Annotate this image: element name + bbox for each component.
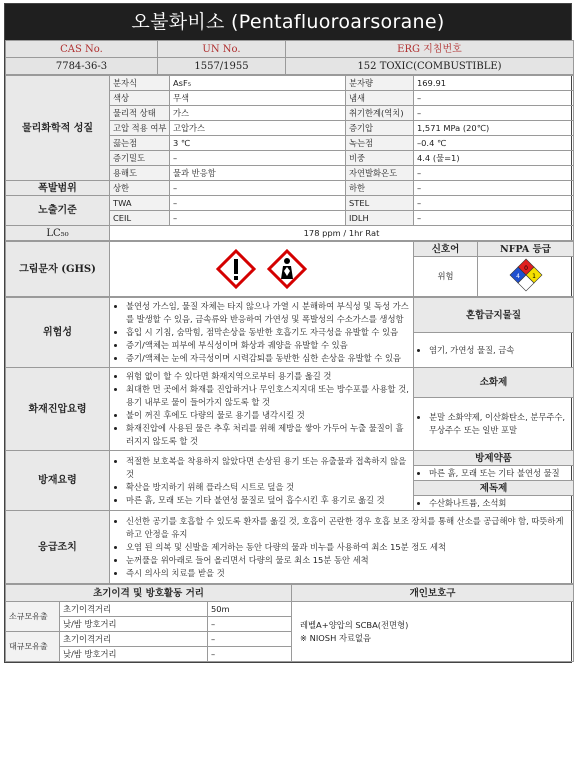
- prop-key: STEL: [346, 196, 414, 211]
- id-table: [5, 40, 574, 75]
- absorbent-label: 방제약품: [414, 451, 574, 466]
- prop-key: IDLH: [346, 211, 414, 226]
- list-item: • 증기/액체는 눈에 자극성이며 시력감퇴를 동반한 심한 손상을 유발할 수 있음: [126, 352, 409, 365]
- hazard-section: 위험성: [6, 298, 110, 368]
- neutralizer-cell: [414, 496, 574, 511]
- small-protection-value: –: [208, 617, 292, 632]
- prop-value: –: [414, 181, 574, 196]
- list-item: • 마른 흙, 모래 또는 기타 불연성 물질: [429, 467, 570, 480]
- prop-key: 분자식: [110, 76, 170, 91]
- protection-label: 낮/밤 방호거리: [60, 617, 208, 632]
- nfpa-cell: [478, 257, 574, 297]
- list-item: • 눈꺼풀을 위아래로 들어 올리면서 다량의 물로 최소 15분 동안 세척: [126, 554, 569, 567]
- msds-sheet: [4, 3, 572, 663]
- distance-table: [5, 584, 574, 662]
- prop-key: 증기압: [346, 121, 414, 136]
- prop-key: 끓는점: [110, 136, 170, 151]
- ppe-section: 개인보호구: [292, 585, 574, 602]
- fire-section: 화재진압요령: [6, 368, 110, 451]
- prop-key: 녹는점: [346, 136, 414, 151]
- un-number: 1557/1955: [158, 58, 286, 75]
- erg-label: ERG 지침번호: [286, 41, 574, 58]
- list-item: • 확산을 방지하기 위해 플라스틱 시트로 덮을 것: [126, 481, 409, 494]
- list-item: • 증기/액체는 피부에 부식성이며 화상과 궤양을 유발할 수 있음: [126, 339, 409, 352]
- spill-section: 방재요령: [6, 451, 110, 511]
- ghs-table: [5, 241, 574, 297]
- erg-number: 152 TOXIC(COMBUSTIBLE): [286, 58, 574, 75]
- prop-value: 1,571 MPa (20℃): [414, 121, 574, 136]
- list-item: • 마른 흙, 모래 또는 기타 불연성 물질로 덮어 흡수시킨 후 용기로 옮길 것: [126, 494, 409, 507]
- prop-value: –: [414, 196, 574, 211]
- list-item: • 최대한 먼 곳에서 화재를 진압하거나 무인호스지지대 또는 방수포를 사용할 것, 용기 내부로 물이 들어가지 않도록 할 것: [126, 383, 409, 409]
- spill-list: [110, 451, 414, 511]
- fire-list: [110, 368, 414, 451]
- physchem-section: 물리화학적 성질: [6, 76, 110, 181]
- prop-key: TWA: [110, 196, 170, 211]
- prop-value: 가스: [170, 106, 346, 121]
- prop-key: 증기밀도: [110, 151, 170, 166]
- prop-key: CEIL: [110, 211, 170, 226]
- large-protection-value: –: [208, 647, 292, 662]
- large-spill-label: 대규모유출: [6, 632, 60, 662]
- hazard-list: [110, 298, 414, 368]
- list-item: • 불이 꺼진 후에도 다량의 물로 용기를 냉각시킬 것: [126, 409, 409, 422]
- prop-value: 3 ℃: [170, 136, 346, 151]
- list-item: • 즉시 의사의 치료를 받을 것: [126, 567, 569, 580]
- list-item: • 화재진압에 사용된 물은 추후 처리를 위해 제방을 쌓아 가두어 누출 물질이 흘러지지 않도록 할 것: [126, 422, 409, 448]
- list-item: • 위험 없이 할 수 있다면 화재지역으로부터 용기를 옮길 것: [126, 370, 409, 383]
- extinguisher-label: 소화제: [414, 368, 574, 398]
- isolation-label: 초기이격거리: [60, 602, 208, 617]
- prop-value: –: [170, 211, 346, 226]
- prop-key: 하한: [346, 181, 414, 196]
- ppe-note: ※ NIOSH 자료없음: [300, 632, 372, 643]
- nfpa-health: 4: [515, 273, 520, 280]
- prop-value: –: [414, 91, 574, 106]
- prop-key: 비중: [346, 151, 414, 166]
- list-item: • 불연성 가스임, 물질 자체는 타지 않으나 가열 시 분해하여 부식성 및 독성 가스를 발생할 수 있음, 금속류와 반응하여 가연성 및 폭발성의 수소가스를 생성함: [126, 300, 409, 326]
- response-table: [5, 297, 574, 584]
- prop-value: –: [170, 151, 346, 166]
- signal-word: 위험: [414, 257, 478, 297]
- prop-key: 상한: [110, 181, 170, 196]
- nfpa-diamond-icon: [509, 258, 543, 292]
- un-label: UN No.: [158, 41, 286, 58]
- cas-number: 7784-36-3: [6, 58, 158, 75]
- prop-value: 4.4 (물=1): [414, 151, 574, 166]
- nfpa-fire: 0: [523, 265, 528, 272]
- firstaid-list: [110, 511, 574, 584]
- prop-key: 색상: [110, 91, 170, 106]
- lc50-value: 178 ppm / 1hr Rat: [110, 226, 574, 241]
- prop-value: –: [170, 181, 346, 196]
- firstaid-section: 응급조치: [6, 511, 110, 584]
- cas-label: CAS No.: [6, 41, 158, 58]
- exposure-section: 노출기준: [6, 196, 110, 226]
- prop-key: 고압 적용 여부: [110, 121, 170, 136]
- prop-value: 무색: [170, 91, 346, 106]
- list-item: • 흡입 시 기침, 숨막힘, 점막손상을 동반한 호흡기도 자극성을 유발할 수 있음: [126, 326, 409, 339]
- nfpa-label: NFPA 등급: [478, 242, 574, 257]
- neutralizer-label: 제독제: [414, 481, 574, 496]
- signal-word-label: 신호어: [414, 242, 478, 257]
- extinguisher-cell: [414, 397, 574, 450]
- prop-key: 용해도: [110, 166, 170, 181]
- small-isolation-value: 50m: [208, 602, 292, 617]
- small-spill-label: 소규모유출: [6, 602, 60, 632]
- list-item: • 수산화나트륨, 소석회: [429, 497, 570, 510]
- prop-key: 자연발화온도: [346, 166, 414, 181]
- list-item: • 적절한 보호복을 착용하지 않았다면 손상된 용기 또는 유출물과 접촉하지 않을 것: [126, 455, 409, 481]
- prop-value: 고압가스: [170, 121, 346, 136]
- incompat-label: 혼합금지물질: [414, 298, 574, 333]
- prop-value: 169.91: [414, 76, 574, 91]
- ppe-cell: [292, 602, 574, 662]
- prop-value: –: [414, 106, 574, 121]
- prop-value: –: [414, 166, 574, 181]
- health-hazard-icon: [267, 249, 307, 289]
- property-table: [5, 75, 574, 241]
- prop-key: 물리적 상태: [110, 106, 170, 121]
- absorbent-cell: [414, 466, 574, 481]
- lc50-label: LC₅₀: [6, 226, 110, 241]
- prop-key: 분자량: [346, 76, 414, 91]
- list-item: • 분말 소화약제, 이산화탄소, 분무주수, 무상주수 또는 일반 포말: [429, 411, 570, 437]
- prop-value: –: [170, 196, 346, 211]
- large-isolation-value: –: [208, 632, 292, 647]
- explosion-section: 폭발범위: [6, 181, 110, 196]
- nfpa-reactivity: 1: [531, 273, 536, 280]
- prop-key: 취기한계(역치): [346, 106, 414, 121]
- prop-value: 물과 반응함: [170, 166, 346, 181]
- isolation-label: 초기이격거리: [60, 632, 208, 647]
- distance-section: 초기이격 및 방호활동 거리: [6, 585, 292, 602]
- list-item: • 신선한 공기를 호흡할 수 있도록 환자를 옮길 것, 호흡이 곤란한 경우 호흡 보조 장치를 통해 산소를 공급해야 함, 따뜻하게 하고 안정을 유지: [126, 515, 569, 541]
- prop-value: –0.4 ℃: [414, 136, 574, 151]
- ghs-pictograms: [110, 242, 414, 297]
- page-title: 오불화비소 (Pentafluoroarsorane): [5, 4, 571, 40]
- prop-value: –: [414, 211, 574, 226]
- list-item: • 염기, 가연성 물질, 금속: [429, 344, 570, 357]
- incompat-cell: [414, 333, 574, 368]
- protection-label: 낮/밤 방호거리: [60, 647, 208, 662]
- exclamation-icon: [216, 249, 256, 289]
- prop-key: 냄새: [346, 91, 414, 106]
- ppe-level: 레벨A+양압의 SCBA(전면형): [300, 619, 409, 630]
- prop-value: AsF₅: [170, 76, 346, 91]
- ghs-section: 그림문자 (GHS): [6, 242, 110, 297]
- list-item: • 오염 된 의복 및 신발을 제거하는 동안 다량의 물과 비누를 사용하여 최소 15분 정도 세척: [126, 541, 569, 554]
